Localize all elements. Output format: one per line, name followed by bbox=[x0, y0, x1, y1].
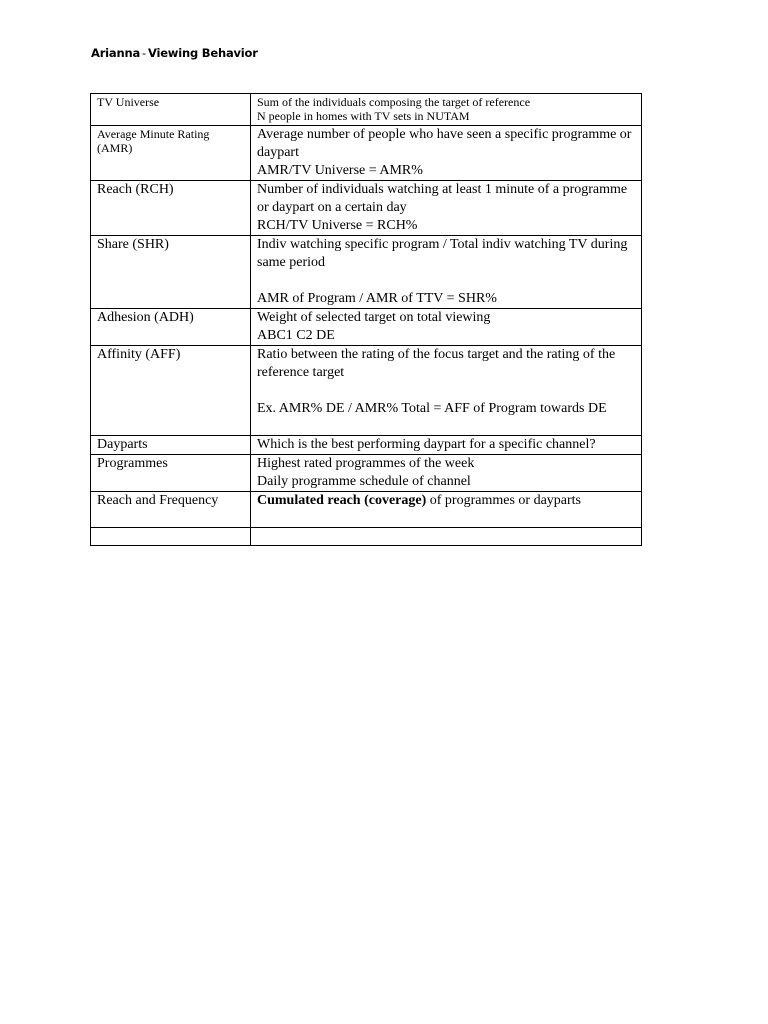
definition-cell bbox=[251, 181, 642, 236]
term-adhesion: Adhesion (ADH) bbox=[97, 310, 194, 325]
term-cell bbox=[91, 181, 251, 236]
definition-line: Indiv watching specific program / Total indiv watching TV during same period bbox=[257, 237, 628, 270]
definition-line: Daily programme schedule of channel bbox=[257, 474, 471, 489]
term-cell bbox=[91, 455, 251, 492]
table-row bbox=[91, 236, 642, 309]
term-cell bbox=[91, 126, 251, 181]
table-row bbox=[91, 455, 642, 492]
definitions-table bbox=[90, 93, 642, 546]
definition-cell bbox=[251, 346, 642, 436]
table-row bbox=[91, 436, 642, 455]
term-cell bbox=[91, 346, 251, 436]
term-share: Share (SHR) bbox=[97, 237, 169, 252]
definition-line: Number of individuals watching at least 1 minute of a programme or daypart on a certain day bbox=[257, 182, 628, 215]
definition-line bbox=[257, 492, 635, 510]
definition-cell bbox=[251, 236, 642, 309]
term-cell bbox=[91, 309, 251, 346]
table-row bbox=[91, 181, 642, 236]
definition-line: Sum of the individuals composing the target of reference bbox=[257, 95, 531, 109]
table-row bbox=[91, 94, 642, 126]
definition-line: Which is the best performing daypart for a specific channel? bbox=[257, 437, 596, 452]
definition-line: RCH/TV Universe = RCH% bbox=[257, 218, 418, 233]
definition-cell bbox=[251, 492, 642, 528]
definition-rest-text: of programmes or dayparts bbox=[426, 493, 581, 508]
table-row bbox=[91, 126, 642, 181]
header-separator: - bbox=[142, 46, 146, 60]
definition-line: AMR/TV Universe = AMR% bbox=[257, 163, 423, 178]
term-reach-and-frequency: Reach and Frequency bbox=[97, 493, 219, 508]
definition-line: AMR of Program / AMR of TTV = SHR% bbox=[257, 291, 497, 306]
definition-cell-empty bbox=[251, 528, 642, 546]
definition-line: Average number of people who have seen a specific programme or daypart bbox=[257, 127, 632, 160]
definition-line: Weight of selected target on total viewing bbox=[257, 310, 491, 325]
header-author: Arianna bbox=[91, 46, 141, 60]
term-tv-universe: TV Universe bbox=[97, 95, 160, 109]
definition-cell bbox=[251, 126, 642, 181]
term-cell bbox=[91, 236, 251, 309]
definition-bold-text: Cumulated reach (coverage) bbox=[257, 493, 427, 508]
definition-line: ABC1 C2 DE bbox=[257, 328, 335, 343]
definition-line: Ex. AMR% DE / AMR% Total = AFF of Program towards DE bbox=[257, 401, 607, 416]
term-programmes: Programmes bbox=[97, 456, 168, 471]
table-row bbox=[91, 346, 642, 436]
term-cell bbox=[91, 492, 251, 528]
definition-cell bbox=[251, 309, 642, 346]
definition-line: N people in homes with TV sets in NUTAM bbox=[257, 109, 470, 123]
header-title: Viewing Behavior bbox=[147, 46, 258, 60]
document-header bbox=[91, 46, 258, 60]
definition-line: Highest rated programmes of the week bbox=[257, 456, 475, 471]
term-dayparts: Dayparts bbox=[97, 437, 148, 452]
term-reach: Reach (RCH) bbox=[97, 182, 174, 197]
term-cell-empty bbox=[91, 528, 251, 546]
definition-cell bbox=[251, 436, 642, 455]
definition-cell bbox=[251, 455, 642, 492]
table-row bbox=[91, 309, 642, 346]
term-cell bbox=[91, 94, 251, 126]
table-row bbox=[91, 492, 642, 528]
term-affinity: Affinity (AFF) bbox=[97, 347, 181, 362]
definition-line: Ratio between the rating of the focus target and the rating of the reference target bbox=[257, 347, 616, 380]
term-average-minute-rating: Average Minute Rating (AMR) bbox=[97, 127, 210, 155]
term-cell bbox=[91, 436, 251, 455]
table-row-empty bbox=[91, 528, 642, 546]
definition-cell bbox=[251, 94, 642, 126]
